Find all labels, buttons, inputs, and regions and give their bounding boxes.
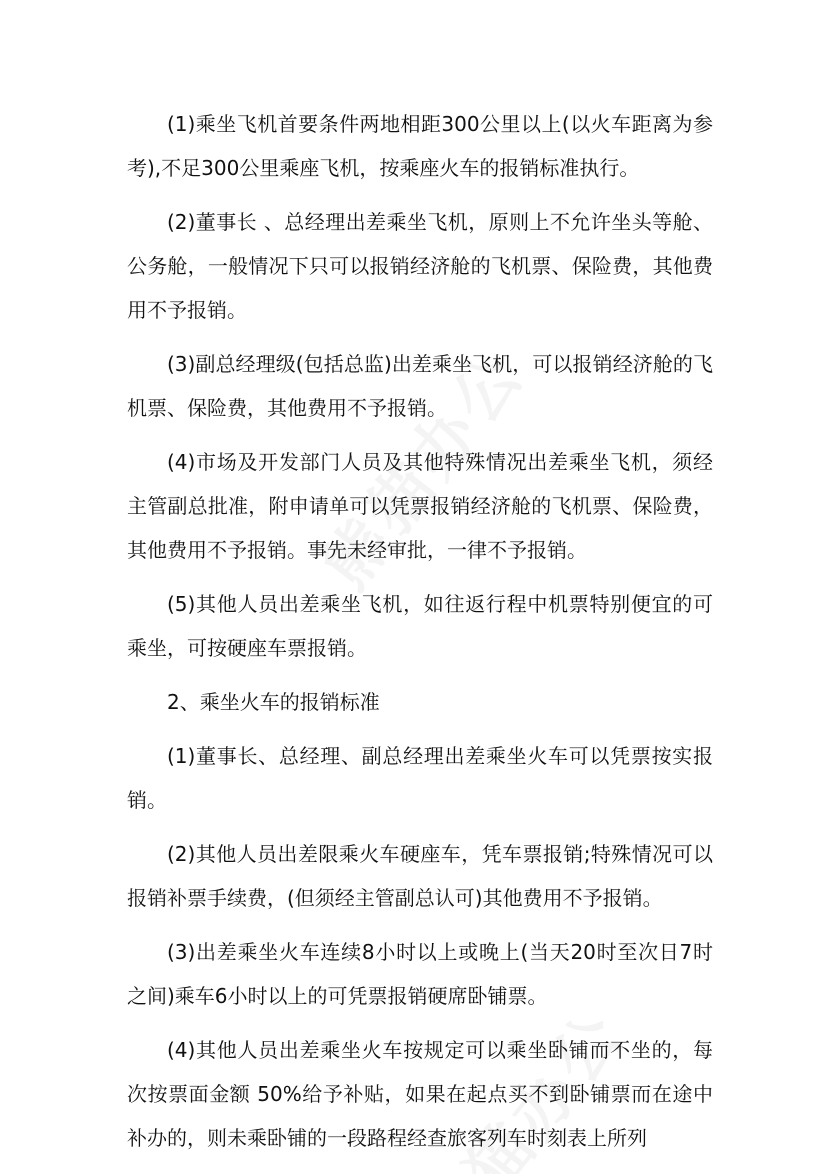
paragraph-train-1: (1)董事长、总经理、副总经理出差乘坐火车可以凭票按实报销。 [127, 744, 713, 812]
section-heading-train: 2、乘坐火车的报销标准 [167, 690, 380, 714]
paragraph-train-2: (2)其他人员出差限乘火车硬座车，凭车票报销;特殊情况可以报销补票手续费，(但须经主管副总认可)其他费用不予报销。 [127, 842, 713, 910]
paragraph-flight-4: (4)市场及开发部门人员及其他特殊情况出差乘坐飞机，须经主管副总批准，附申请单可以凭票报销经济舱的飞机票、保险费，其他费用不予报销。事先未经审批，一律不予报销。 [127, 450, 713, 562]
paragraph-flight-3: (3)副总经理级(包括总监)出差乘坐飞机，可以报销经济舱的飞机票、保险费，其他费用不予报销。 [127, 352, 713, 420]
paragraph-train-3: (3)出差乘坐火车连续8小时以上或晚上(当天20时至次日7时之间)乘车6小时以上的可凭票报销硬席卧铺票。 [127, 940, 713, 1008]
paragraph-flight-5: (5)其他人员出差乘坐飞机，如往返行程中机票特别便宜的可乘坐，可按硬座车票报销。 [127, 592, 713, 660]
paragraph-train-4: (4)其他人员出差乘坐火车按规定可以乘坐卧铺而不坐的，每次按票面金额 50%给予补贴，如果在起点买不到卧铺票而在途中补办的，则未乘卧铺的一段路程经查旅客列车时刻表上所列 [127, 1038, 713, 1150]
document-body [127, 102, 713, 1170]
paragraph-flight-1: (1)乘坐飞机首要条件两地相距300公里以上(以火车距离为参考),不足300公里乘座飞机，按乘座火车的报销标准执行。 [127, 112, 713, 180]
paragraph-flight-2: (2)董事长 、总经理出差乘坐飞机，原则上不允许坐头等舱、公务舱，一般情况下只可以报销经济舱的飞机票、保险费，其他费用不予报销。 [127, 210, 713, 322]
